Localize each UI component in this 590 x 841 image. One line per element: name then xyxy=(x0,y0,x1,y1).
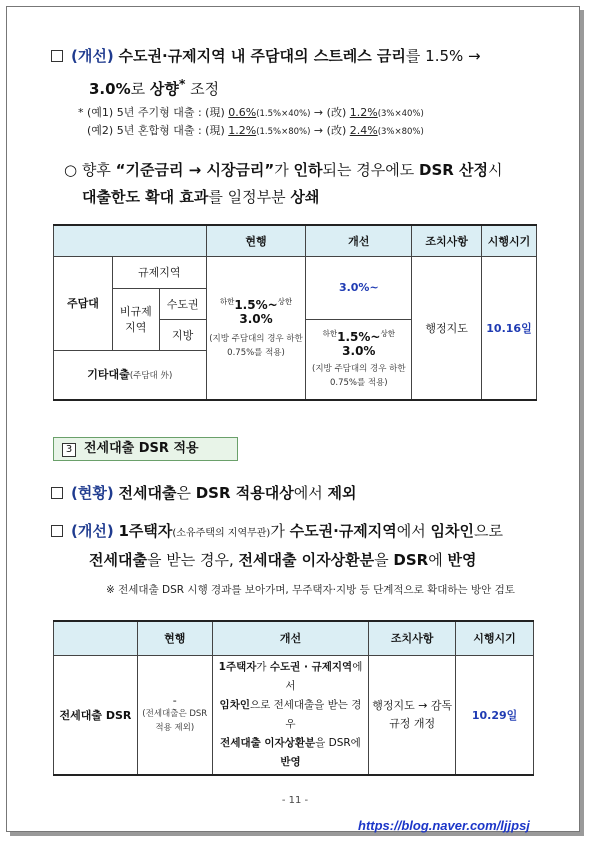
circle-item xyxy=(64,157,542,211)
ci-t10: 상쇄 xyxy=(290,188,320,206)
i2-t4: 에서 xyxy=(293,484,328,502)
note2-b: 2.4% xyxy=(349,124,378,137)
checkbox-icon xyxy=(51,525,63,537)
ci-t4: 인하 xyxy=(293,161,323,179)
item1-end: 조정 xyxy=(185,80,220,98)
t1-cur-b: 3.0% xyxy=(239,311,273,326)
t1-current-cell xyxy=(206,256,306,400)
section-number: 3 xyxy=(62,443,76,457)
i3-t11: DSR xyxy=(393,551,429,569)
i3-t1: 1주택자 xyxy=(118,522,173,540)
t2-row-label: 전세대출 DSR xyxy=(54,655,138,775)
i3-t6: 으로 xyxy=(473,522,503,540)
ci-t5: 되는 경우에도 xyxy=(322,161,420,179)
checkbox-icon xyxy=(51,487,63,499)
note2-a-small: (1.5%×80%) xyxy=(256,127,311,137)
note1-a: 0.6% xyxy=(228,106,257,119)
i3-t5: 임차인 xyxy=(430,522,474,540)
item1-raise: 상향 xyxy=(149,80,179,98)
t2-current-dash: - xyxy=(172,694,177,707)
i3-t1-small: (소유주택의 지역무관) xyxy=(172,528,271,539)
t2-l1d: 에서 xyxy=(285,660,363,692)
item1-rate: 3.0% xyxy=(89,80,131,98)
tag-improvement: (개선) xyxy=(71,522,114,540)
ci-t9: 를 일정부분 xyxy=(208,188,291,206)
t2-current-note: (전세대출은 DSR 적용 제외) xyxy=(142,709,208,733)
t2-current-cell xyxy=(137,655,212,775)
ci-t8: 대출한도 확대 효과 xyxy=(82,188,209,206)
tag-improvement: (개선) xyxy=(71,47,114,65)
item1-rest-text: 를 1.5% → xyxy=(405,47,481,65)
i3-t13: 반영 xyxy=(447,551,477,569)
t2-l3c: 반영 xyxy=(280,755,301,768)
t2-l1a: 1주택자 xyxy=(218,660,257,673)
i2-t5: 제외 xyxy=(327,484,357,502)
t1-regulated: 규제지역 xyxy=(112,256,206,288)
t1-action: 행정지도 xyxy=(412,256,482,400)
t2-l2a: 임차인 xyxy=(219,698,250,711)
t2-improved-cell xyxy=(212,655,369,775)
t2-l3b: 을 DSR에 xyxy=(315,736,361,749)
t2-header-blank xyxy=(54,621,138,655)
t1-other-loan-small: (주담대 外) xyxy=(129,371,173,382)
note2-b-small: (3%×80%) xyxy=(377,127,424,137)
t1-current-note: (지방 주담대의 경우 하한 0.75%를 적용) xyxy=(209,333,303,358)
ci-t3: 가 xyxy=(274,161,294,179)
stress-rate-table xyxy=(53,224,537,401)
section-title: 전세대출 DSR 적용 xyxy=(84,441,199,456)
t1-imp-a: 1.5%~ xyxy=(337,330,381,345)
t2-l3a: 전세대출 이자상환분 xyxy=(220,736,316,749)
t2-l1c: 수도권 · 규제지역 xyxy=(269,660,353,673)
bullet-improvement-2 xyxy=(51,518,541,574)
t1-date: 10.16일 xyxy=(482,256,537,400)
item1-star: * xyxy=(178,76,186,91)
t1-nonregulated: 비규제 지역 xyxy=(112,288,159,350)
t1-cur-pre: 하한 xyxy=(219,296,235,306)
circle-bullet-icon: ○ xyxy=(64,161,78,179)
t1-imp-pre: 하한 xyxy=(322,329,338,339)
t1-improved-note: (지방 주담대의 경우 하한 0.75%를 적용) xyxy=(312,364,406,389)
ci-t7: 시 xyxy=(488,161,503,179)
i2-t1: 전세대출 xyxy=(118,484,177,502)
note2-a: 1.2% xyxy=(228,124,257,137)
example-note-1 xyxy=(78,104,424,123)
jeonse-note: ※ 전세대출 DSR 시행 경과를 보아가며, 무주택자·지방 등 단계적으로 확대하는 방안 검토 xyxy=(106,584,515,596)
t2-l2b: 으로 전세대출을 받는 경우 xyxy=(249,698,362,730)
i3-t9: 전세대출 이자상환분 xyxy=(238,551,375,569)
bullet-improvement-1 xyxy=(51,43,541,103)
t2-l1b: 가 xyxy=(256,660,270,673)
t1-header-date: 시행시기 xyxy=(482,225,537,256)
blog-watermark: https://blog.naver.com/ljjpsj xyxy=(358,818,530,833)
ci-t2: “기준금리 → 시장금리” xyxy=(115,161,275,179)
t1-other-loan xyxy=(54,350,207,400)
item1-bold-text: 수도권·규제지역 내 주담대의 스트레스 금리 xyxy=(118,47,406,65)
i2-t2: 은 xyxy=(176,484,196,502)
section-heading xyxy=(53,437,238,461)
t1-local: 지방 xyxy=(159,319,206,350)
ci-t6: DSR 산정 xyxy=(419,161,489,179)
i2-t3: DSR 적용대상 xyxy=(195,484,294,502)
i3-t2: 가 xyxy=(270,522,290,540)
t2-header-current: 현행 xyxy=(137,621,212,655)
i3-t12: 에 xyxy=(428,551,448,569)
t1-capital: 수도권 xyxy=(159,288,206,319)
t1-header-blank xyxy=(54,225,207,256)
t2-date: 10.29일 xyxy=(456,655,534,775)
t2-header-date: 시행시기 xyxy=(456,621,534,655)
note2-prefix: (예2) 5년 혼합형 대출 : (現) xyxy=(87,124,229,137)
ci-t1: 향후 xyxy=(81,161,116,179)
checkbox-icon xyxy=(51,50,63,62)
item1-mid: 로 xyxy=(130,80,150,98)
t1-improved-bottom xyxy=(306,319,412,400)
t1-cur-mid: 상한 xyxy=(277,296,293,306)
t1-other-loan-label: 기타대출 xyxy=(87,368,130,382)
i3-t7: 전세대출 xyxy=(89,551,147,569)
t1-row-mortgage: 주담대 xyxy=(54,256,113,350)
tag-status: (현황) xyxy=(71,484,114,502)
t1-header-action: 조치사항 xyxy=(412,225,482,256)
t1-header-improved: 개선 xyxy=(306,225,412,256)
bullet-status xyxy=(51,480,541,507)
example-note-2 xyxy=(87,122,424,141)
jeonse-dsr-table xyxy=(53,620,534,776)
t1-imp-mid: 상한 xyxy=(380,329,395,339)
i3-t10: 을 xyxy=(374,551,394,569)
note1-prefix: * (예1) 5년 주기형 대출 : (現) xyxy=(78,106,229,119)
t1-imp-b: 3.0% xyxy=(342,344,376,359)
t1-improved-top: 3.0%~ xyxy=(306,256,412,319)
t2-header-improved: 개선 xyxy=(212,621,369,655)
i3-t4: 에서 xyxy=(396,522,431,540)
note1-b-small: (3%×40%) xyxy=(377,109,424,119)
t2-action: 행정지도 → 감독규정 개정 xyxy=(369,655,456,775)
t1-cur-a: 1.5%~ xyxy=(234,297,278,312)
t1-header-current: 현행 xyxy=(206,225,306,256)
page-number: - 11 - xyxy=(281,795,309,806)
note2-arrow: → (改) xyxy=(310,124,350,137)
note1-arrow: → (改) xyxy=(310,106,350,119)
t2-header-action: 조치사항 xyxy=(369,621,456,655)
i3-t3: 수도권·규제지역 xyxy=(289,522,397,540)
i3-t8: 을 받는 경우, xyxy=(146,551,239,569)
note1-a-small: (1.5%×40%) xyxy=(256,109,311,119)
note1-b: 1.2% xyxy=(349,106,378,119)
